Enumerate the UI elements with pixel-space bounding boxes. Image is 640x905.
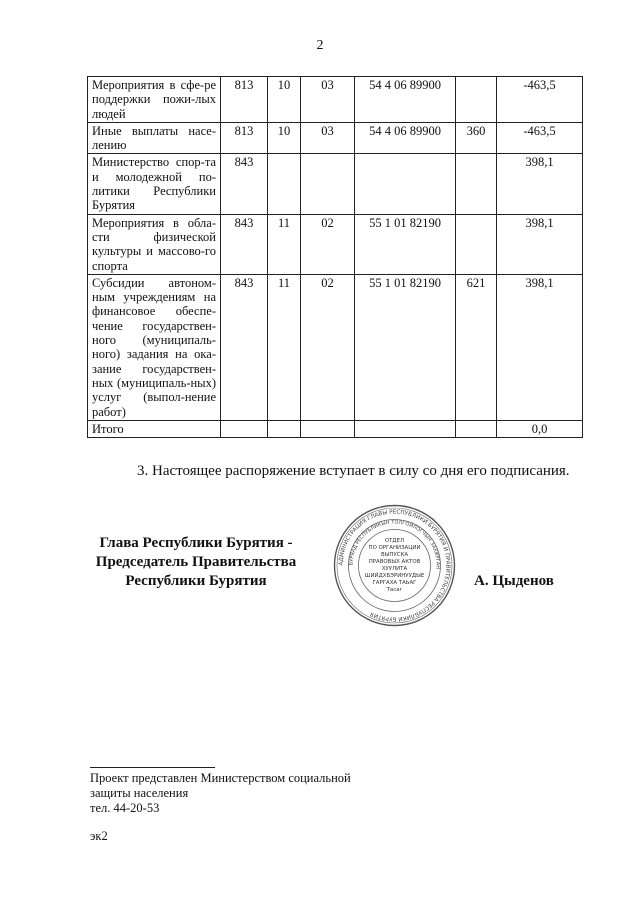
cell-ministry-code: 813 xyxy=(221,77,268,123)
cell-section: 11 xyxy=(268,214,301,274)
cell-amount: -463,5 xyxy=(497,122,583,154)
cell-ministry-code xyxy=(221,420,268,437)
signer-name: А. Цыденов xyxy=(474,573,554,589)
cell-expense-type xyxy=(456,420,497,437)
signatory-line-1: Глава Республики Бурятия - xyxy=(99,535,293,551)
footnote-line-3: тел. 44-20-53 xyxy=(90,801,160,815)
footnote-divider xyxy=(90,767,215,768)
seal-ring-outer-text: АДМИНИСТРАЦИЯ ГЛАВЫ РЕСПУБЛИКИ БУРЯТИЯ И ПРАВИТЕЛЬСТВА РЕСПУБЛИКИ БУРЯТИЯ xyxy=(338,509,451,622)
table-row xyxy=(88,122,583,154)
cell-expense-type xyxy=(456,77,497,123)
cell-ministry-code: 843 xyxy=(221,154,268,214)
cell-name: Иные выплаты насе-лению xyxy=(88,122,221,154)
table-row xyxy=(88,274,583,420)
seal-line-7: ГАРГАХА ТАЬАГ xyxy=(372,580,417,586)
cell-target-item: 54 4 06 89900 xyxy=(355,122,456,154)
cell-expense-type: 621 xyxy=(456,274,497,420)
cell-subsection: 03 xyxy=(301,77,355,123)
cell-amount: 398,1 xyxy=(497,274,583,420)
cell-ministry-code: 843 xyxy=(221,214,268,274)
document-code-mark: эк2 xyxy=(90,829,108,843)
footnote-line-2: защиты населения xyxy=(90,786,189,800)
seal-line-8: Тасаг xyxy=(386,587,403,593)
cell-section: 11 xyxy=(268,274,301,420)
budget-table-body xyxy=(88,77,583,438)
cell-name: Министерство спор-та и молодежной по-литики Республики Бурятия xyxy=(88,154,221,214)
cell-section: 10 xyxy=(268,77,301,123)
seal-line-1: ОТДЕЛ xyxy=(384,538,405,544)
cell-ministry-code: 813 xyxy=(221,122,268,154)
table-row xyxy=(88,214,583,274)
cell-target-item xyxy=(355,154,456,214)
cell-name: Мероприятия в обла-сти физической культуры и массово-го спорта xyxy=(88,214,221,274)
cell-subsection xyxy=(301,154,355,214)
cell-section: 10 xyxy=(268,122,301,154)
cell-target-item: 55 1 01 82190 xyxy=(355,214,456,274)
cell-section xyxy=(268,154,301,214)
cell-amount: 0,0 xyxy=(497,420,583,437)
footnote-line-1: Проект представлен Министерством социальной xyxy=(90,771,351,785)
cell-amount: 398,1 xyxy=(497,154,583,214)
cell-subsection: 03 xyxy=(301,122,355,154)
seal-line-3: ВЫПУСКА xyxy=(380,552,409,558)
cell-name: Субсидии автоном-ным учреждениям на финансовое обеспе-чение государствен-ного (муниципаль-ного) задания на ока-зание государствен-ных (муниципаль-ных) услуг (выпол-нение работ) xyxy=(88,274,221,420)
seal-line-5: ХУУЛИТА xyxy=(381,566,408,572)
cell-name: Мероприятия в сфе-ре поддержки пожи-лых людей xyxy=(88,77,221,123)
cell-subsection: 02 xyxy=(301,214,355,274)
cell-subsection: 02 xyxy=(301,274,355,420)
signatory-line-3: Республики Бурятия xyxy=(125,573,267,589)
cell-expense-type xyxy=(456,154,497,214)
seal-center-text xyxy=(365,538,425,593)
seal-line-4: ПРАВОВЫХ АКТОВ xyxy=(368,559,421,565)
seal-line-2: ПО ОРГАНИЗАЦИИ xyxy=(368,545,421,551)
table-row xyxy=(88,77,583,123)
cell-target-item xyxy=(355,420,456,437)
cell-target-item: 54 4 06 89900 xyxy=(355,77,456,123)
table-row xyxy=(88,154,583,214)
seal-line-6: ШИЙДХБЭРИНУУДЫЕ xyxy=(364,573,425,579)
cell-amount: 398,1 xyxy=(497,214,583,274)
cell-section xyxy=(268,420,301,437)
cell-expense-type: 360 xyxy=(456,122,497,154)
clause-text: 3. Настоящее распоряжение вступает в силу со дня его подписания. xyxy=(137,463,570,479)
signatory-line-2: Председатель Правительства xyxy=(95,554,297,570)
footnote xyxy=(90,771,351,816)
signatory-title xyxy=(78,534,314,591)
cell-name: Итого xyxy=(88,420,221,437)
cell-subsection xyxy=(301,420,355,437)
seal-ring-inner-text: БУРЯАД РЕСПУБЛИКЫН ТОЛГОЙЛОГЧЫН ЗАХИРГАН xyxy=(348,519,441,570)
official-seal xyxy=(332,502,457,629)
page-number: 2 xyxy=(316,38,324,53)
table-row xyxy=(88,420,583,437)
cell-expense-type xyxy=(456,214,497,274)
cell-target-item: 55 1 01 82190 xyxy=(355,274,456,420)
cell-ministry-code: 843 xyxy=(221,274,268,420)
budget-table xyxy=(87,76,583,438)
cell-amount: -463,5 xyxy=(497,77,583,123)
